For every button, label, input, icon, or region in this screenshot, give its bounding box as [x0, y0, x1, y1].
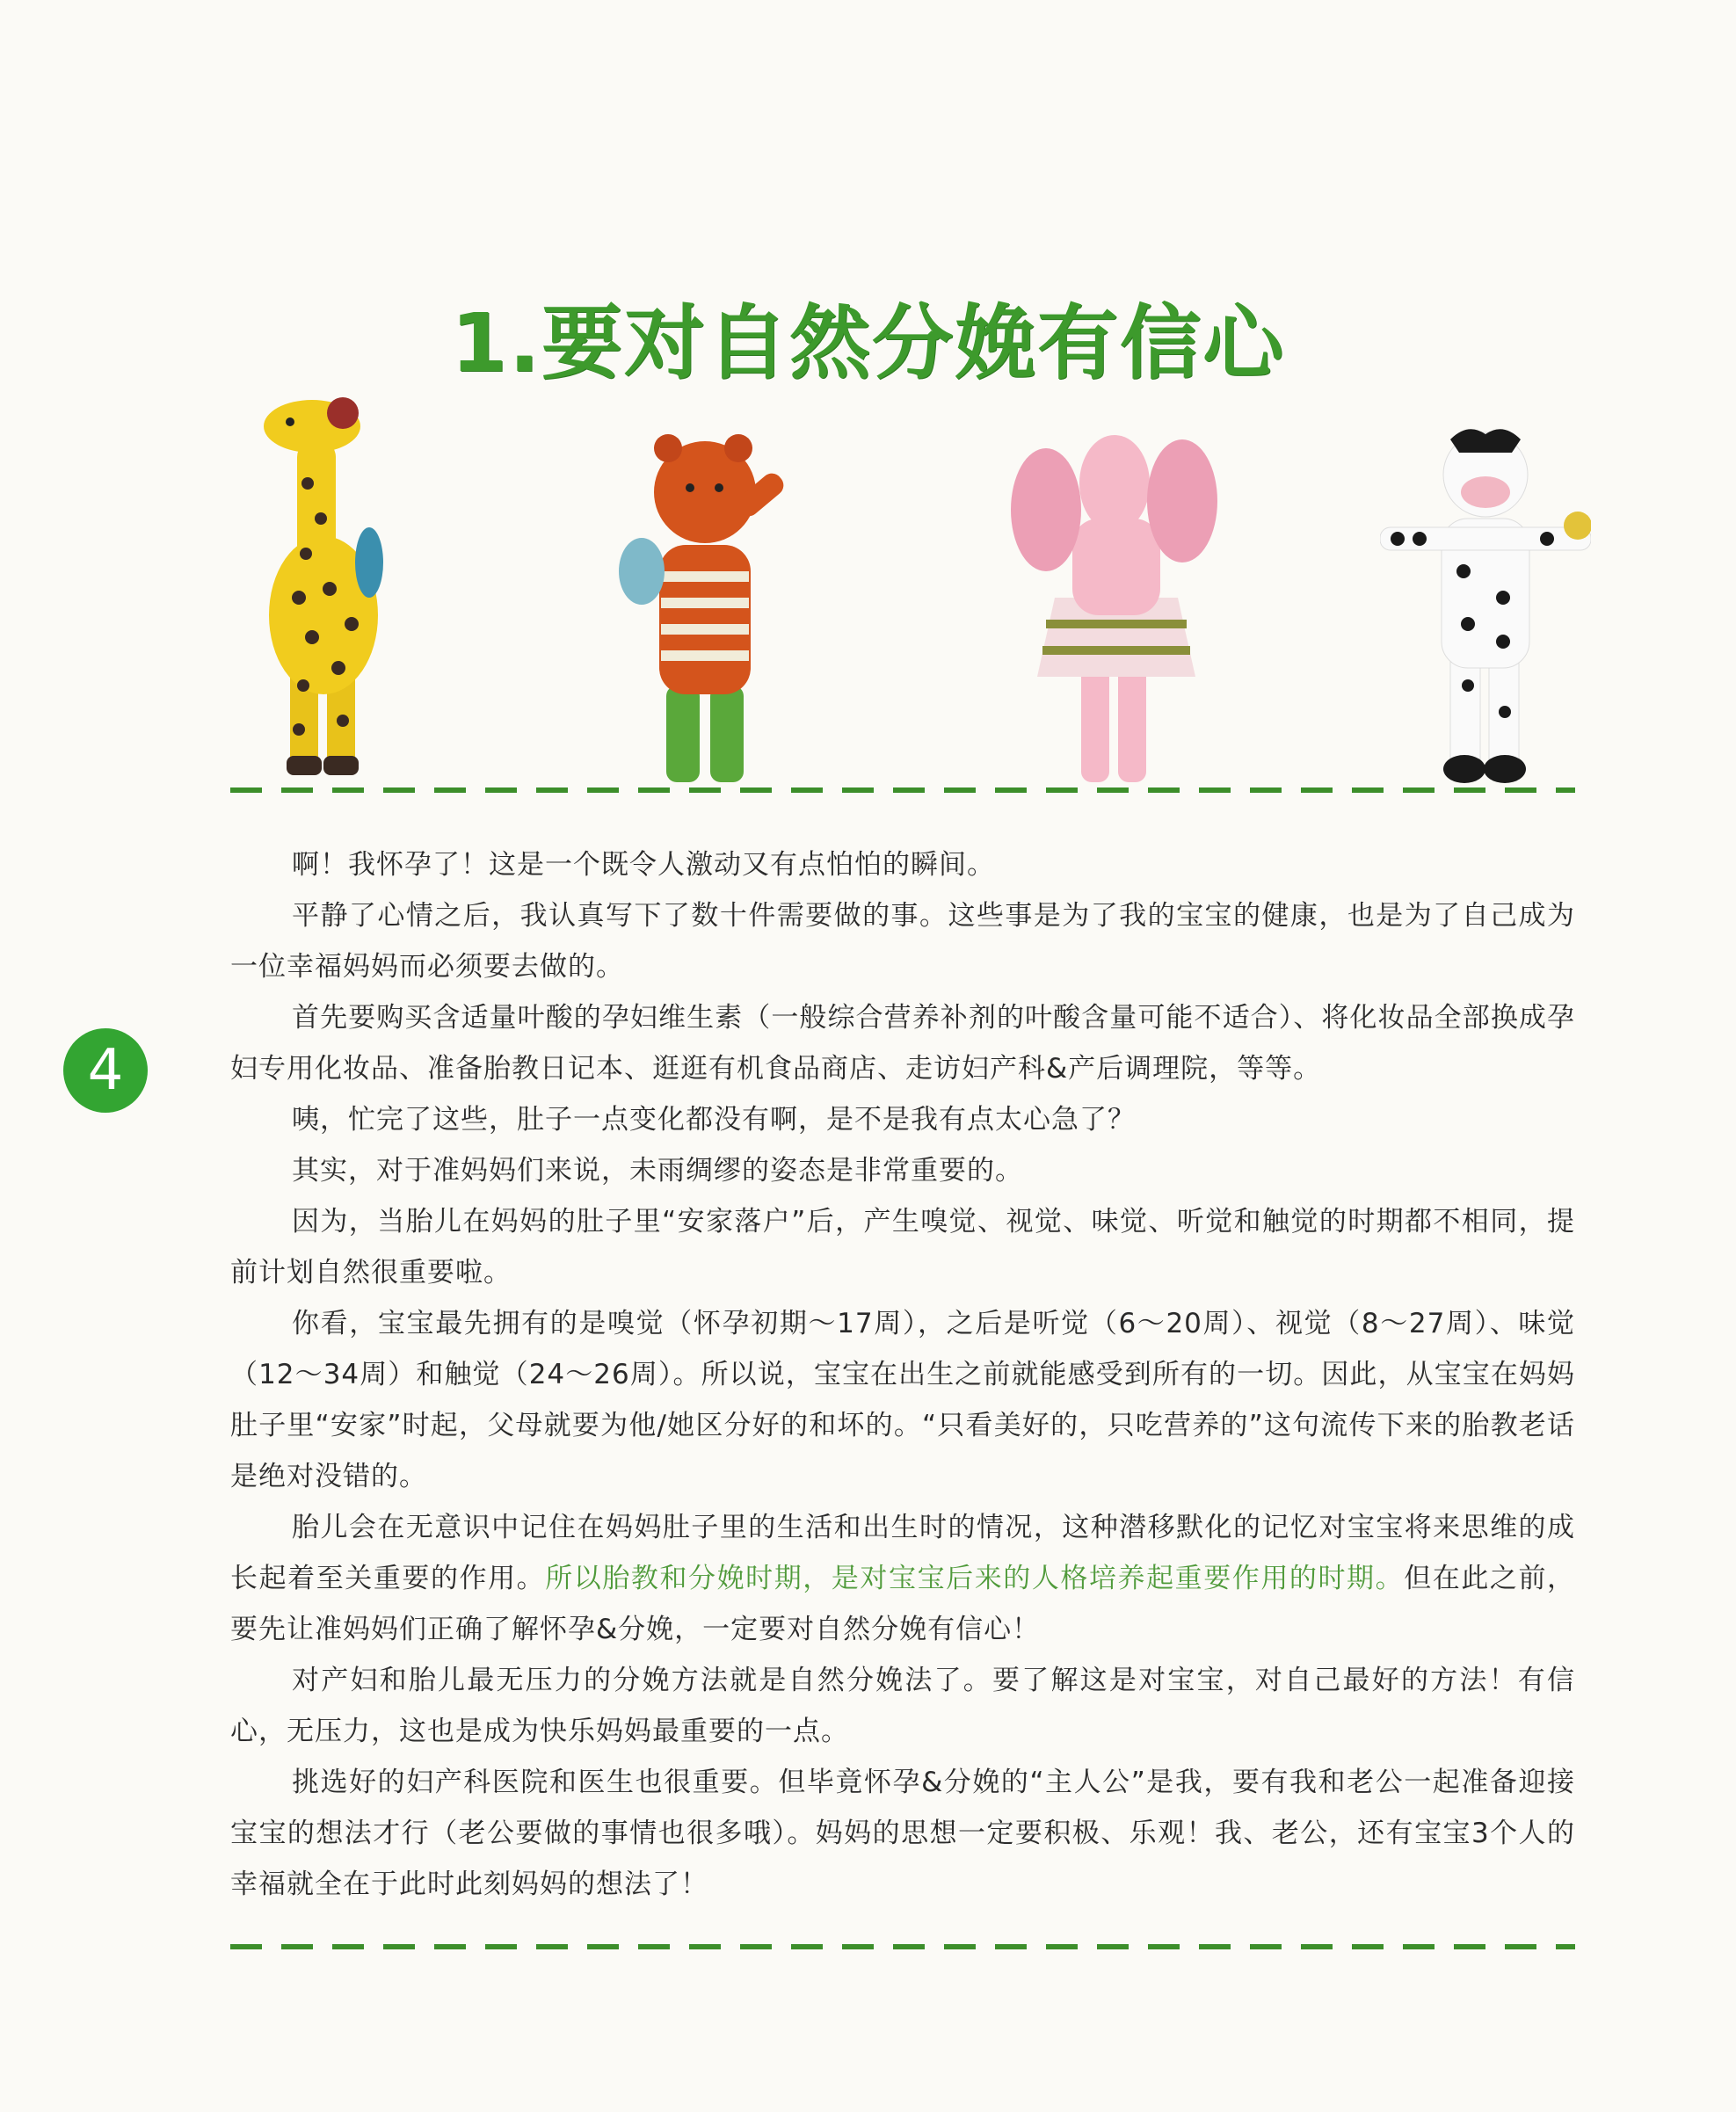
paragraph: 咦，忙完了这些，肚子一点变化都没有啊，是不是我有点太心急了？	[292, 1104, 1136, 1136]
paragraph: 因为，当胎儿在妈妈的肚子里“安家落户”后，产生嗅觉、视觉、味觉、听觉和触觉的时期都不相同，提前计划自然很重要啦。	[230, 1206, 1575, 1288]
bottom-dashed-rule	[230, 1944, 1575, 1949]
bear-toy	[607, 422, 809, 791]
page-number-badge: 4	[63, 1028, 148, 1113]
article-body	[230, 839, 1575, 1910]
paragraph: 其实，对于准妈妈们来说，未雨绸缪的姿态是非常重要的。	[292, 1155, 1023, 1187]
paragraph: 挑选好的妇产科医院和医生也很重要。但毕竟怀孕&分娩的“主人公”是我，要有我和老公一起准备迎接宝宝的想法才行（老公要做的事情也很多哦）。妈妈的思想一定要积极、乐观！我、老公，还有宝宝3个人的幸福就全在于此时此刻妈妈的想法了！	[230, 1767, 1575, 1900]
giraffe-toy	[229, 387, 404, 782]
page-title: 1.要对自然分娩有信心	[451, 295, 1285, 390]
highlighted-sentence: 所以胎教和分娩时期，是对宝宝后来的人格培养起重要作用的时期。	[545, 1563, 1405, 1594]
paragraph: 首先要购买含适量叶酸的孕妇维生素（一般综合营养补剂的叶酸含量可能不适合）、将化妆品全部换成孕妇专用化妆品、准备胎教日记本、逛逛有机食品商店、走访妇产科&产后调理院，等等。	[230, 1002, 1575, 1085]
paragraph: 你看，宝宝最先拥有的是嗅觉（怀孕初期～17周），之后是听觉（6～20周）、视觉（8～27周）、味觉（12～34周）和触觉（24～26周）。所以说，宝宝在出生之前就能感受到所有的一切。因此，从宝宝在妈妈肚子里“安家”时起，父母就要为他/她区分好的和坏的。“只看美好的，只吃营养的”这句流传下来的胎教老话是绝对没错的。	[230, 1308, 1575, 1492]
paragraph: 啊！我怀孕了！这是一个既令人激动又有点怕怕的瞬间。	[292, 849, 995, 881]
paragraph-text: 胎儿会在无意识中记住在妈妈肚子里的生活和出生时的情况，这种潜移默化的记忆对宝宝将来思维的成长起着至关重要的作用。	[230, 1512, 1575, 1594]
cow-toy	[1380, 422, 1591, 791]
knitted-toys-illustration	[211, 387, 1617, 791]
paragraph-highlighted	[230, 1502, 1575, 1655]
paragraph: 平静了心情之后，我认真写下了数十件需要做的事。这些事是为了我的宝宝的健康，也是为了自己成为一位幸福妈妈而必须要去做的。	[230, 900, 1575, 983]
top-dashed-rule	[230, 787, 1575, 793]
pink-bunny-toy	[1002, 422, 1231, 791]
paragraph-text: 但在此之前，要先让准妈妈们正确了解怀孕&分娩，一定要对自然分娩有信心！	[230, 1563, 1576, 1645]
paragraph: 对产妇和胎儿最无压力的分娩方法就是自然分娩法了。要了解这是对宝宝，对自己最好的方法！有信心，无压力，这也是成为快乐妈妈最重要的一点。	[230, 1665, 1575, 1747]
